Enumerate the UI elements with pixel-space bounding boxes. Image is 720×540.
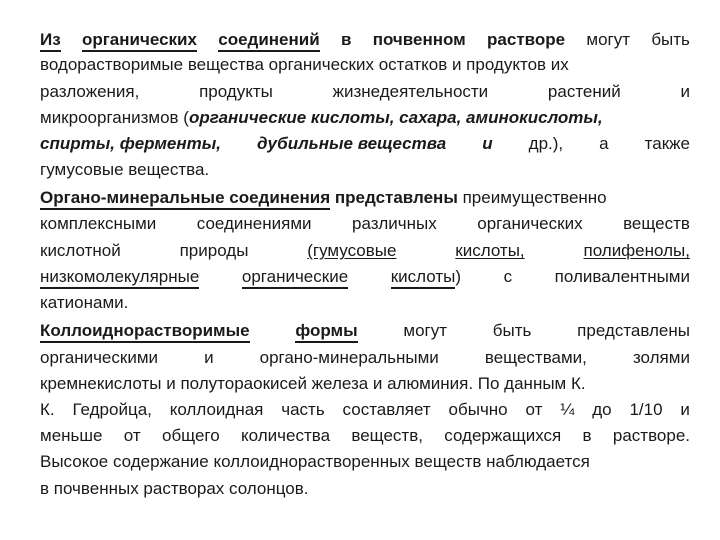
p1-line-2-text: водорастворимые вещества органических остатков и продуктов их: [40, 55, 569, 74]
p2-l2-w5: веществ: [623, 214, 690, 233]
p2-l4-lowmol: низкомолекулярные: [40, 267, 199, 289]
p1-word-iz: Из: [40, 30, 61, 52]
p3-l4-w7: от: [525, 400, 543, 419]
p3-l4-w3: коллоидная: [169, 400, 264, 419]
p2-line-4: [40, 265, 690, 289]
p2-line-5-text: катионами.: [40, 293, 129, 312]
p3-line-4: [40, 398, 690, 422]
p3-line-6: [40, 450, 690, 474]
p1-l5-tannins: дубильные вещества: [257, 134, 447, 153]
p1-l5-etc: др.),: [528, 134, 564, 153]
p3-presented: представлены: [577, 321, 690, 340]
p3-line-1: [40, 319, 690, 343]
p3-l4-w10: 1/10: [629, 400, 663, 419]
p1-word-can: могут: [586, 30, 631, 49]
p2-l4-polyvalent: поливалентными: [554, 267, 690, 286]
p2-line-3: [40, 239, 690, 263]
p2-l2-w2: соединениями: [196, 214, 312, 233]
p1-l4-emph: органические кислоты, сахара, аминокислоты,: [188, 108, 603, 127]
p1-word-organic: органических: [82, 30, 197, 52]
p1-l3-w1: разложения,: [40, 82, 140, 101]
p3-l5-w1: меньше: [40, 426, 103, 445]
p1-l4-plain: микроорганизмов (: [40, 108, 189, 127]
p2-l2-w3: различных: [352, 214, 437, 233]
p3-l2-w5: золями: [632, 348, 690, 367]
p1-l3-w3: жизнедеятельности: [332, 82, 489, 101]
p1-word-soil: почвенном: [372, 30, 466, 49]
p1-word-v: в: [340, 30, 352, 49]
p2-l2-w4: органических: [477, 214, 583, 233]
p2-line-1: [40, 186, 690, 210]
p1-l5-spirits: спирты, ферменты,: [40, 134, 221, 153]
p3-l2-w3: органо-минеральными: [259, 348, 439, 367]
p3-line-7: [40, 477, 690, 501]
p2-l4-acids: кислоты: [391, 267, 456, 289]
p3-be: быть: [492, 321, 532, 340]
p2-l3-acids: кислоты,: [455, 241, 525, 260]
p3-l4-w8: ¼: [560, 400, 575, 419]
p3-line-5: [40, 424, 690, 448]
p3-l2-w1: органическими: [40, 348, 159, 367]
p1-l3-w4: растений: [547, 82, 621, 101]
p2-l3-acidic: кислотной: [40, 241, 121, 260]
p1-line-1: [40, 28, 690, 52]
p1-line-6: [40, 158, 690, 182]
p2-l3-polyphenols: полифенолы,: [583, 241, 690, 260]
p3-l4-w5: составляет: [342, 400, 431, 419]
p3-line-6-text: Высокое содержание коллоиднорастворенных веществ наблюдается: [40, 452, 590, 471]
p3-l5-w5: веществ,: [351, 426, 423, 445]
p2-l3-humic: (гумусовые: [307, 241, 397, 260]
p3-l5-w4: количества: [241, 426, 331, 445]
p3-l4-w4: часть: [281, 400, 325, 419]
p1-word-solution: растворе: [487, 30, 566, 49]
p2-l4-organic: органические: [242, 267, 348, 289]
p3-l5-w3: общего: [161, 426, 220, 445]
p3-l4-w1: К.: [40, 400, 55, 419]
p3-line-2: [40, 346, 690, 370]
p3-line-3: [40, 372, 690, 396]
p1-l3-w2: продукты: [199, 82, 273, 101]
p2-l4-with: с: [503, 267, 513, 286]
p3-l5-w8: растворе.: [612, 426, 690, 445]
p3-can: могут: [403, 321, 448, 340]
p1-line-4: [40, 106, 690, 130]
p2-l2-w1: комплексными: [40, 214, 157, 233]
p1-line-2: [40, 53, 690, 77]
p1-line-3: [40, 80, 690, 104]
p3-l5-w6: содержащихся: [444, 426, 562, 445]
p1-l5-and: и: [482, 134, 493, 153]
p2-line-2: [40, 212, 690, 236]
p2-mainly: преимущественно: [462, 188, 607, 207]
p3-l5-w7: в: [582, 426, 592, 445]
p1-line-5: [40, 132, 690, 156]
p2-l3-nature: природы: [179, 241, 249, 260]
p3-l4-w9: до: [592, 400, 612, 419]
p3-l2-w4: веществами,: [484, 348, 587, 367]
p1-word-compounds: соединений: [218, 30, 319, 52]
p1-l3-w5: и: [680, 82, 690, 101]
p3-term: Коллоиднорастворимые: [40, 321, 250, 343]
p3-l4-w6: обычно: [448, 400, 508, 419]
p3-l4-w11: и: [680, 400, 690, 419]
p3-forms: формы: [295, 321, 357, 343]
p1-line-6-text: гумусовые вещества.: [40, 160, 210, 179]
p3-l4-w2: Гедройца,: [72, 400, 152, 419]
p3-line-7-text: в почвенных растворах солонцов.: [40, 479, 309, 498]
p2-presented: представлены: [334, 188, 458, 207]
p2-term: Органо-минеральные соединения: [40, 188, 330, 210]
p1-l5-a: а: [599, 134, 609, 153]
p3-l5-w2: от: [123, 426, 141, 445]
p1-l5-also: также: [644, 134, 690, 153]
p3-line-3-text: кремнекислоты и полутораокисей железа и алюминия. По данным К.: [40, 374, 586, 393]
p2-line-5: [40, 291, 690, 315]
p1-word-be: быть: [651, 30, 690, 49]
p3-l2-w2: и: [204, 348, 214, 367]
p2-l4-paren: ): [455, 267, 462, 286]
